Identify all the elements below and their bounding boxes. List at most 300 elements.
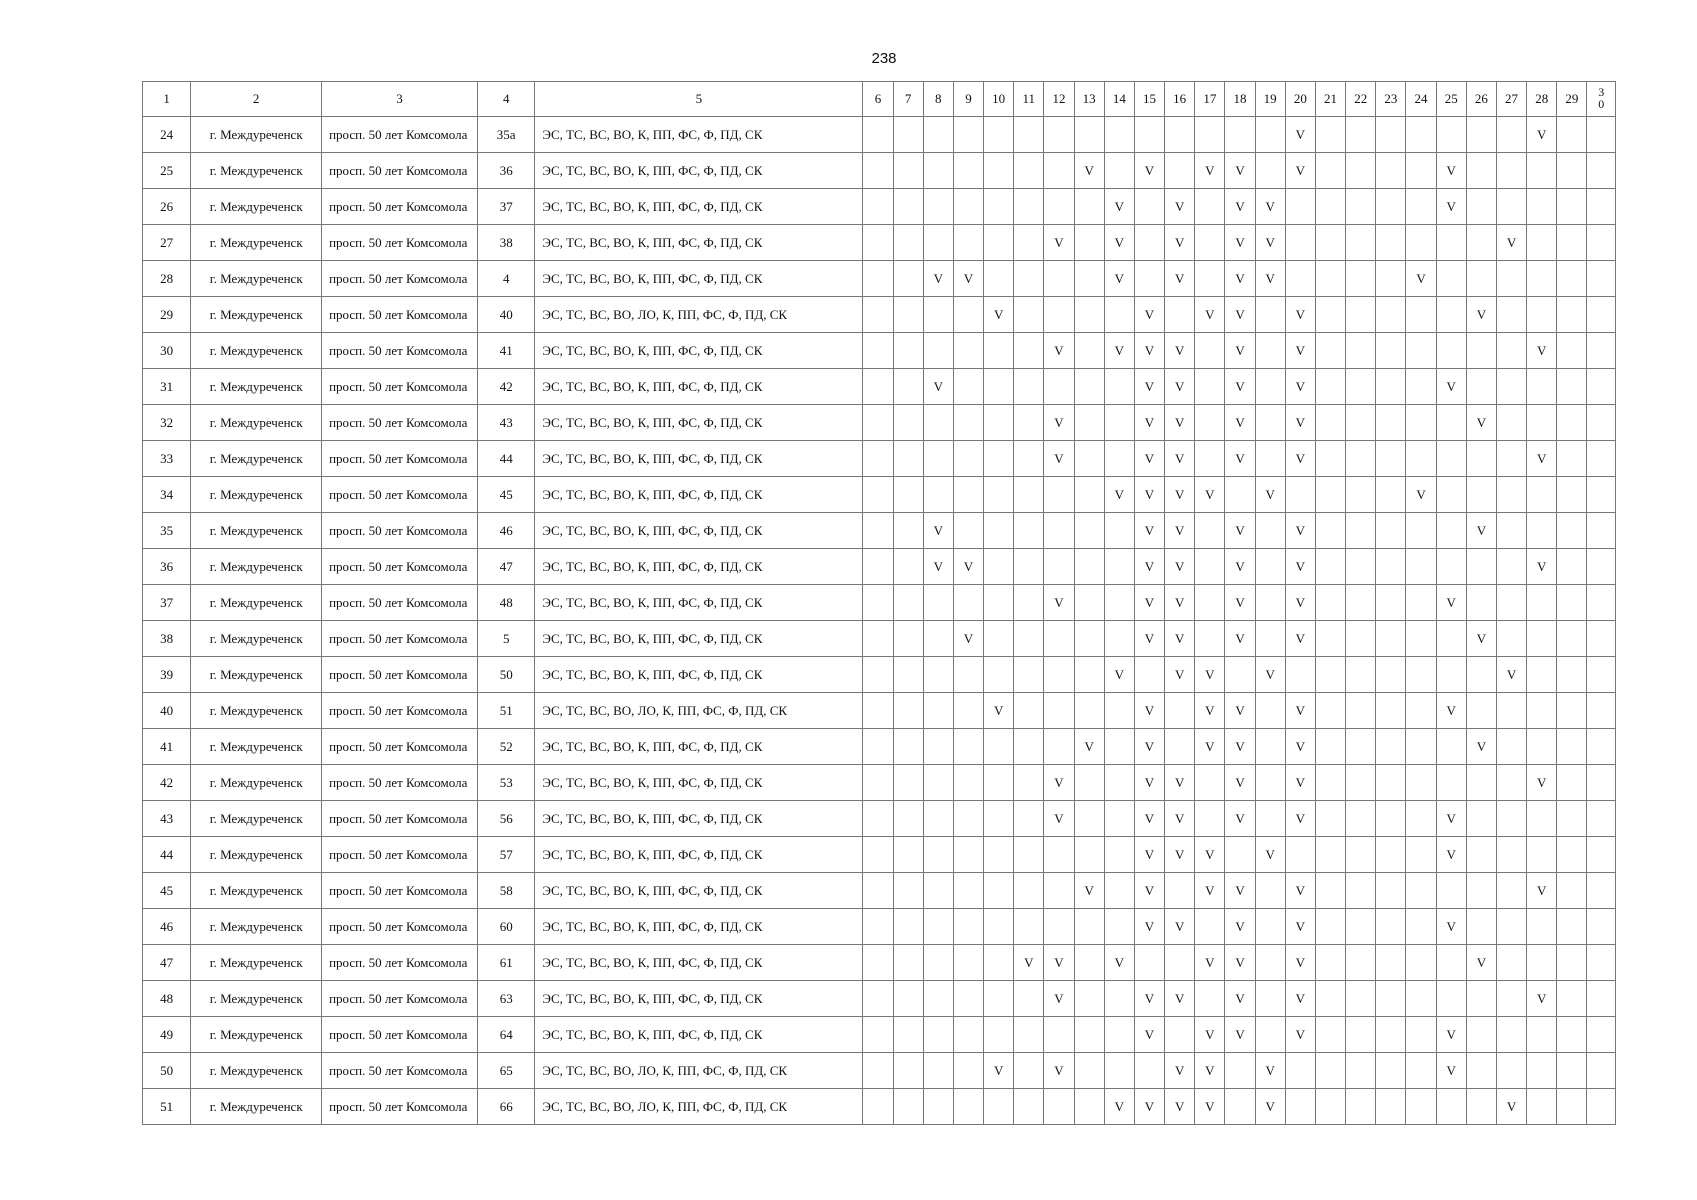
mark-cell-col-30 (1587, 765, 1616, 801)
mark-cell-col-30 (1587, 981, 1616, 1017)
city-cell: г. Междуреченск (191, 549, 322, 585)
check-mark: V (1205, 954, 1215, 970)
mark-cell-col-21 (1315, 657, 1345, 693)
buildings-table (142, 81, 1616, 1125)
mark-cell-col-8 (923, 1089, 953, 1125)
column-header: 21 (1315, 82, 1345, 117)
mark-cell-col-10 (984, 801, 1014, 837)
mark-cell-col-19 (1255, 1053, 1285, 1089)
column-header: 25 (1436, 82, 1466, 117)
mark-cell-col-7 (893, 1017, 923, 1053)
mark-cell-col-29 (1557, 621, 1587, 657)
mark-cell-col-7 (893, 945, 923, 981)
mark-cell-col-20 (1285, 189, 1315, 225)
check-mark: V (1144, 414, 1155, 430)
check-mark: V (1446, 918, 1456, 934)
mark-cell-col-11 (1014, 405, 1044, 441)
mark-cell-col-25 (1436, 981, 1466, 1017)
mark-cell-col-20 (1285, 837, 1315, 873)
mark-cell-col-8 (923, 801, 953, 837)
mark-cell-col-9 (953, 945, 983, 981)
mark-cell-col-29 (1557, 873, 1587, 909)
mark-cell-col-26 (1466, 801, 1496, 837)
mark-cell-col-18 (1225, 837, 1255, 873)
city-cell: г. Междуреченск (191, 801, 322, 837)
mark-cell-col-9 (953, 657, 983, 693)
mark-cell-col-16 (1165, 117, 1195, 153)
row-number: 39 (143, 657, 191, 693)
mark-cell-col-9 (953, 801, 983, 837)
mark-cell-col-21 (1315, 333, 1345, 369)
mark-cell-col-8 (923, 729, 953, 765)
street-cell: просп. 50 лет Комсомола (322, 945, 478, 981)
mark-cell-col-10 (984, 1017, 1014, 1053)
city-cell: г. Междуреченск (191, 837, 322, 873)
mark-cell-col-7 (893, 585, 923, 621)
mark-cell-col-29 (1557, 801, 1587, 837)
street-cell: просп. 50 лет Комсомола (322, 657, 478, 693)
mark-cell-col-23 (1376, 981, 1406, 1017)
mark-cell-col-27 (1496, 873, 1526, 909)
check-mark: V (1265, 1098, 1275, 1114)
house-cell: 43 (478, 405, 535, 441)
mark-cell-col-10 (984, 441, 1014, 477)
mark-cell-col-19 (1255, 477, 1285, 513)
mark-cell-col-25 (1436, 801, 1466, 837)
mark-cell-col-25 (1436, 693, 1466, 729)
check-mark: V (1205, 1062, 1215, 1078)
mark-cell-col-14 (1104, 189, 1134, 225)
mark-cell-col-23 (1376, 297, 1406, 333)
row-number: 27 (143, 225, 191, 261)
services-cell: ЭС, ТС, ВС, ВО, К, ПП, ФС, Ф, ПД, СК (535, 441, 863, 477)
column-header: 12 (1044, 82, 1074, 117)
mark-cell-col-9 (953, 585, 983, 621)
mark-cell-col-28 (1527, 477, 1557, 513)
mark-cell-col-17 (1195, 621, 1225, 657)
mark-cell-col-23 (1376, 549, 1406, 585)
street-cell: просп. 50 лет Комсомола (322, 153, 478, 189)
mark-cell-col-23 (1376, 585, 1406, 621)
mark-cell-col-13 (1074, 873, 1104, 909)
mark-cell-col-15 (1134, 945, 1164, 981)
table-row (143, 585, 1616, 621)
mark-cell-col-10 (984, 189, 1014, 225)
mark-cell-col-7 (893, 117, 923, 153)
mark-cell-col-10 (984, 621, 1014, 657)
check-mark: V (1144, 342, 1155, 358)
row-number: 26 (143, 189, 191, 225)
table-row (143, 477, 1616, 513)
mark-cell-col-11 (1014, 225, 1044, 261)
mark-cell-col-27 (1496, 945, 1526, 981)
services-cell: ЭС, ТС, ВС, ВО, К, ПП, ФС, Ф, ПД, СК (535, 153, 863, 189)
street-cell: просп. 50 лет Комсомола (322, 405, 478, 441)
check-mark: V (1295, 954, 1306, 970)
mark-cell-col-9 (953, 297, 983, 333)
street-cell: просп. 50 лет Комсомола (322, 1053, 478, 1089)
street-cell: просп. 50 лет Комсомола (322, 801, 478, 837)
check-mark: V (1295, 990, 1306, 1006)
mark-cell-col-12 (1044, 153, 1074, 189)
mark-cell-col-9 (953, 153, 983, 189)
mark-cell-col-24 (1406, 225, 1436, 261)
mark-cell-col-24 (1406, 333, 1436, 369)
mark-cell-col-15 (1134, 621, 1164, 657)
mark-cell-col-23 (1376, 657, 1406, 693)
mark-cell-col-21 (1315, 837, 1345, 873)
mark-cell-col-7 (893, 261, 923, 297)
mark-cell-col-28 (1527, 1089, 1557, 1125)
mark-cell-col-8 (923, 981, 953, 1017)
mark-cell-col-13 (1074, 621, 1104, 657)
column-header: 11 (1014, 82, 1044, 117)
mark-cell-col-19 (1255, 405, 1285, 441)
mark-cell-col-9 (953, 369, 983, 405)
mark-cell-col-24 (1406, 153, 1436, 189)
mark-cell-col-30 (1587, 729, 1616, 765)
mark-cell-col-27 (1496, 981, 1526, 1017)
mark-cell-col-7 (893, 549, 923, 585)
services-cell: ЭС, ТС, ВС, ВО, К, ПП, ФС, Ф, ПД, СК (535, 585, 863, 621)
mark-cell-col-8 (923, 117, 953, 153)
check-mark: V (1476, 522, 1487, 538)
check-mark: V (1265, 486, 1275, 502)
mark-cell-col-22 (1346, 837, 1376, 873)
check-mark: V (1144, 738, 1155, 754)
column-header: 15 (1134, 82, 1164, 117)
check-mark: V (1144, 1026, 1155, 1042)
row-number: 32 (143, 405, 191, 441)
mark-cell-col-26 (1466, 729, 1496, 765)
mark-cell-col-27 (1496, 549, 1526, 585)
check-mark: V (1295, 450, 1306, 466)
mark-cell-col-17 (1195, 405, 1225, 441)
house-cell: 53 (478, 765, 535, 801)
mark-cell-col-28 (1527, 225, 1557, 261)
mark-cell-col-29 (1557, 657, 1587, 693)
check-mark: V (1446, 378, 1456, 394)
check-mark: V (1054, 810, 1064, 826)
mark-cell-col-14 (1104, 729, 1134, 765)
street-cell: просп. 50 лет Комсомола (322, 477, 478, 513)
mark-cell-col-8 (923, 405, 953, 441)
mark-cell-col-21 (1315, 441, 1345, 477)
mark-cell-col-15 (1134, 333, 1164, 369)
row-number: 38 (143, 621, 191, 657)
mark-cell-col-26 (1466, 585, 1496, 621)
mark-cell-col-10 (984, 333, 1014, 369)
check-mark: V (993, 306, 1004, 322)
mark-cell-col-16 (1165, 549, 1195, 585)
mark-cell-col-29 (1557, 585, 1587, 621)
mark-cell-col-26 (1466, 981, 1496, 1017)
mark-cell-col-22 (1346, 405, 1376, 441)
mark-cell-col-18 (1225, 693, 1255, 729)
mark-cell-col-12 (1044, 873, 1074, 909)
mark-cell-col-26 (1466, 153, 1496, 189)
mark-cell-col-25 (1436, 405, 1466, 441)
mark-cell-col-9 (953, 441, 983, 477)
mark-cell-col-18 (1225, 297, 1255, 333)
check-mark: V (1295, 702, 1306, 718)
mark-cell-col-14 (1104, 1089, 1134, 1125)
mark-cell-col-18 (1225, 801, 1255, 837)
mark-cell-col-19 (1255, 549, 1285, 585)
services-cell: ЭС, ТС, ВС, ВО, К, ПП, ФС, Ф, ПД, СК (535, 477, 863, 513)
mark-cell-col-21 (1315, 369, 1345, 405)
house-cell: 37 (478, 189, 535, 225)
table-row (143, 765, 1616, 801)
mark-cell-col-29 (1557, 405, 1587, 441)
mark-cell-col-30 (1587, 369, 1616, 405)
mark-cell-col-13 (1074, 477, 1104, 513)
row-number: 50 (143, 1053, 191, 1089)
check-mark: V (1114, 486, 1125, 502)
mark-cell-col-28 (1527, 585, 1557, 621)
table-row (143, 693, 1616, 729)
mark-cell-col-22 (1346, 1017, 1376, 1053)
check-mark: V (1476, 306, 1487, 322)
mark-cell-col-9 (953, 1017, 983, 1053)
mark-cell-col-24 (1406, 801, 1436, 837)
check-mark: V (1114, 666, 1125, 682)
check-mark: V (1174, 558, 1185, 574)
mark-cell-col-22 (1346, 153, 1376, 189)
mark-cell-col-21 (1315, 585, 1345, 621)
mark-cell-col-10 (984, 909, 1014, 945)
mark-cell-col-18 (1225, 1089, 1255, 1125)
mark-cell-col-29 (1557, 477, 1587, 513)
mark-cell-col-7 (893, 441, 923, 477)
check-mark: V (1174, 522, 1185, 538)
mark-cell-col-23 (1376, 369, 1406, 405)
mark-cell-col-26 (1466, 837, 1496, 873)
mark-cell-col-11 (1014, 837, 1044, 873)
mark-cell-col-8 (923, 657, 953, 693)
mark-cell-col-6 (863, 657, 893, 693)
mark-cell-col-17 (1195, 765, 1225, 801)
mark-cell-col-13 (1074, 513, 1104, 549)
mark-cell-col-10 (984, 729, 1014, 765)
mark-cell-col-12 (1044, 441, 1074, 477)
mark-cell-col-6 (863, 333, 893, 369)
mark-cell-col-13 (1074, 405, 1104, 441)
check-mark: V (1235, 738, 1245, 754)
city-cell: г. Междуреченск (191, 153, 322, 189)
mark-cell-col-30 (1587, 441, 1616, 477)
mark-cell-col-28 (1527, 405, 1557, 441)
mark-cell-col-9 (953, 513, 983, 549)
mark-cell-col-12 (1044, 729, 1074, 765)
mark-cell-col-25 (1436, 441, 1466, 477)
mark-cell-col-17 (1195, 549, 1225, 585)
mark-cell-col-16 (1165, 153, 1195, 189)
mark-cell-col-12 (1044, 297, 1074, 333)
house-cell: 38 (478, 225, 535, 261)
table-row (143, 909, 1616, 945)
mark-cell-col-22 (1346, 981, 1376, 1017)
city-cell: г. Междуреченск (191, 405, 322, 441)
street-cell: просп. 50 лет Комсомола (322, 513, 478, 549)
mark-cell-col-14 (1104, 225, 1134, 261)
mark-cell-col-21 (1315, 873, 1345, 909)
mark-cell-col-8 (923, 585, 953, 621)
mark-cell-col-11 (1014, 1053, 1044, 1089)
mark-cell-col-29 (1557, 117, 1587, 153)
mark-cell-col-18 (1225, 1017, 1255, 1053)
mark-cell-col-14 (1104, 441, 1134, 477)
check-mark: V (1446, 810, 1456, 826)
mark-cell-col-13 (1074, 153, 1104, 189)
city-cell: г. Междуреченск (191, 189, 322, 225)
check-mark: V (1537, 342, 1547, 358)
mark-cell-col-28 (1527, 693, 1557, 729)
mark-cell-col-6 (863, 153, 893, 189)
check-mark: V (1295, 558, 1306, 574)
mark-cell-col-29 (1557, 153, 1587, 189)
mark-cell-col-14 (1104, 585, 1134, 621)
mark-cell-col-21 (1315, 801, 1345, 837)
street-cell: просп. 50 лет Комсомола (322, 729, 478, 765)
mark-cell-col-26 (1466, 261, 1496, 297)
column-header: 8 (923, 82, 953, 117)
mark-cell-col-27 (1496, 441, 1526, 477)
mark-cell-col-24 (1406, 945, 1436, 981)
mark-cell-col-15 (1134, 153, 1164, 189)
mark-cell-col-18 (1225, 945, 1255, 981)
check-mark: V (1174, 1062, 1185, 1078)
mark-cell-col-16 (1165, 477, 1195, 513)
mark-cell-col-14 (1104, 513, 1134, 549)
mark-cell-col-21 (1315, 765, 1345, 801)
mark-cell-col-27 (1496, 477, 1526, 513)
mark-cell-col-19 (1255, 441, 1285, 477)
house-cell: 60 (478, 909, 535, 945)
mark-cell-col-10 (984, 1089, 1014, 1125)
street-cell: просп. 50 лет Комсомола (322, 873, 478, 909)
house-cell: 58 (478, 873, 535, 909)
table-row (143, 441, 1616, 477)
services-cell: ЭС, ТС, ВС, ВО, К, ПП, ФС, Ф, ПД, СК (535, 117, 863, 153)
check-mark: V (1506, 1098, 1517, 1114)
mark-cell-col-14 (1104, 801, 1134, 837)
services-cell: ЭС, ТС, ВС, ВО, К, ПП, ФС, Ф, ПД, СК (535, 513, 863, 549)
mark-cell-col-6 (863, 369, 893, 405)
mark-cell-col-6 (863, 981, 893, 1017)
mark-cell-col-21 (1315, 225, 1345, 261)
page-number: 238 (871, 50, 897, 67)
check-mark: V (1506, 666, 1517, 682)
city-cell: г. Междуреченск (191, 981, 322, 1017)
mark-cell-col-21 (1315, 693, 1345, 729)
mark-cell-col-24 (1406, 585, 1436, 621)
row-number: 44 (143, 837, 191, 873)
mark-cell-col-22 (1346, 189, 1376, 225)
mark-cell-col-21 (1315, 945, 1345, 981)
mark-cell-col-22 (1346, 693, 1376, 729)
mark-cell-col-23 (1376, 1053, 1406, 1089)
check-mark: V (1174, 918, 1185, 934)
mark-cell-col-25 (1436, 153, 1466, 189)
mark-cell-col-20 (1285, 117, 1315, 153)
mark-cell-col-17 (1195, 333, 1225, 369)
mark-cell-col-12 (1044, 585, 1074, 621)
mark-cell-col-9 (953, 909, 983, 945)
mark-cell-col-10 (984, 873, 1014, 909)
check-mark: V (1054, 774, 1064, 790)
check-mark: V (1446, 702, 1456, 718)
row-number: 35 (143, 513, 191, 549)
services-cell: ЭС, ТС, ВС, ВО, К, ПП, ФС, Ф, ПД, СК (535, 801, 863, 837)
mark-cell-col-19 (1255, 801, 1285, 837)
table-row (143, 513, 1616, 549)
mark-cell-col-20 (1285, 441, 1315, 477)
mark-cell-col-29 (1557, 693, 1587, 729)
mark-cell-col-17 (1195, 981, 1225, 1017)
mark-cell-col-20 (1285, 621, 1315, 657)
mark-cell-col-28 (1527, 189, 1557, 225)
mark-cell-col-28 (1527, 297, 1557, 333)
mark-cell-col-18 (1225, 729, 1255, 765)
mark-cell-col-24 (1406, 117, 1436, 153)
mark-cell-col-8 (923, 837, 953, 873)
column-header (1587, 82, 1616, 117)
mark-cell-col-18 (1225, 873, 1255, 909)
mark-cell-col-25 (1436, 117, 1466, 153)
table-row (143, 837, 1616, 873)
mark-cell-col-26 (1466, 333, 1496, 369)
check-mark: V (1174, 630, 1185, 646)
mark-cell-col-11 (1014, 729, 1044, 765)
mark-cell-col-22 (1346, 297, 1376, 333)
mark-cell-col-16 (1165, 693, 1195, 729)
mark-cell-col-21 (1315, 1053, 1345, 1089)
table-row (143, 981, 1616, 1017)
check-mark: V (1235, 414, 1245, 430)
mark-cell-col-10 (984, 369, 1014, 405)
city-cell: г. Междуреченск (191, 585, 322, 621)
mark-cell-col-30 (1587, 873, 1616, 909)
mark-cell-col-20 (1285, 153, 1315, 189)
street-cell: просп. 50 лет Комсомола (322, 585, 478, 621)
check-mark: V (1144, 162, 1155, 178)
check-mark: V (1416, 486, 1426, 502)
check-mark: V (963, 270, 974, 286)
mark-cell-col-15 (1134, 549, 1164, 585)
mark-cell-col-12 (1044, 369, 1074, 405)
row-number: 42 (143, 765, 191, 801)
mark-cell-col-19 (1255, 297, 1285, 333)
mark-cell-col-18 (1225, 333, 1255, 369)
check-mark: V (1537, 558, 1547, 574)
mark-cell-col-6 (863, 189, 893, 225)
mark-cell-col-7 (893, 1053, 923, 1089)
table-row (143, 333, 1616, 369)
mark-cell-col-20 (1285, 1089, 1315, 1125)
check-mark: V (1144, 486, 1155, 502)
mark-cell-col-18 (1225, 477, 1255, 513)
column-header: 1 (143, 82, 191, 117)
mark-cell-col-14 (1104, 765, 1134, 801)
mark-cell-col-13 (1074, 1089, 1104, 1125)
mark-cell-col-21 (1315, 621, 1345, 657)
mark-cell-col-15 (1134, 585, 1164, 621)
mark-cell-col-6 (863, 729, 893, 765)
mark-cell-col-19 (1255, 729, 1285, 765)
mark-cell-col-16 (1165, 729, 1195, 765)
mark-cell-col-14 (1104, 549, 1134, 585)
